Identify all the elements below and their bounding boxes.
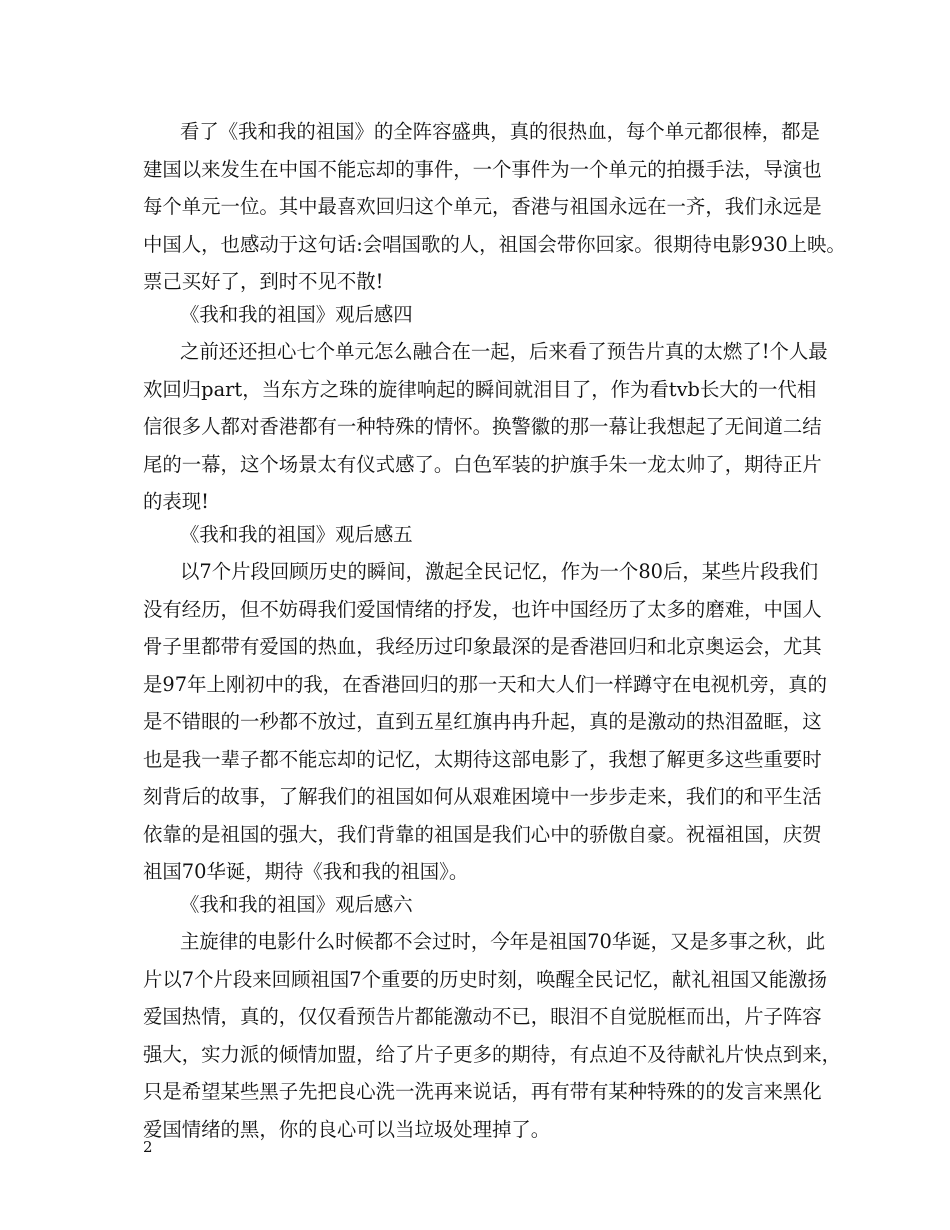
- section-heading-4: 《我和我的祖国》观后感四: [180, 303, 413, 326]
- paragraph-3-line-1: 以7个片段回顾历史的瞬间，激起全民记忆，作为一个80后，某些片段我们: [180, 560, 819, 583]
- section-heading-5: 《我和我的祖国》观后感五: [180, 523, 413, 546]
- paragraph-4-line-2: 片以7个片段来回顾祖国7个重要的历史时刻，唤醒全民记忆，献礼祖国又能激扬: [143, 968, 827, 991]
- paragraph-2-line-2: 欢回归part，当东方之珠的旋律响起的瞬间就泪目了，作为看tvb长大的一代相: [143, 378, 817, 401]
- paragraph-3-line-5: 是不错眼的一秒都不放过，直到五星红旗冉冉升起，真的是激动的热泪盈眶，这: [143, 710, 822, 733]
- paragraph-2-line-3: 信很多人都对香港都有一种特殊的情怀。换警徽的那一幕让我想起了无间道二结: [143, 415, 822, 438]
- paragraph-3-line-3: 骨子里都带有爱国的热血，我经历过印象最深的是香港回归和北京奥运会，尤其: [143, 635, 822, 658]
- paragraph-1-line-2: 建国以来发生在中国不能忘却的事件，一个事件为一个单元的拍摄手法，导演也: [143, 158, 822, 181]
- paragraph-1-line-4: 中国人，也感动于这句话:会唱国歌的人，祖国会带你回家。很期待电影930上映。: [143, 233, 846, 256]
- page-number: 2: [143, 1138, 153, 1156]
- paragraph-1-line-3: 每个单元一位。其中最喜欢回归这个单元，香港与祖国永远在一齐，我们永远是: [143, 195, 822, 218]
- paragraph-2-line-5: 的表现!: [143, 490, 209, 513]
- paragraph-4-line-3: 爱国热情，真的，仅仅看预告片都能激动不已，眼泪不自觉脱框而出，片子阵容: [143, 1005, 822, 1028]
- paragraph-3-line-6: 也是我一辈子都不能忘却的记忆，太期待这部电影了，我想了解更多这些重要时: [143, 748, 822, 771]
- paragraph-4-line-1: 主旋律的电影什么时候都不会过时，今年是祖国70华诞，又是多事之秋，此: [180, 930, 826, 953]
- paragraph-3-line-2: 没有经历，但不妨碍我们爱国情绪的抒发，也许中国经历了太多的磨难，中国人: [143, 598, 822, 621]
- paragraph-4-line-4: 强大，实力派的倾情加盟，给了片子更多的期待，有点迫不及待献礼片快点到来，: [143, 1043, 842, 1066]
- paragraph-1-line-5: 票己买好了，到时不见不散!: [143, 270, 384, 293]
- paragraph-3-line-8: 依靠的是祖国的强大，我们背靠的祖国是我们心中的骄傲自豪。祝福祖国，庆贺: [143, 823, 822, 846]
- paragraph-1-line-1: 看了《我和我的祖国》的全阵容盛典，真的很热血，每个单元都很棒，都是: [180, 120, 820, 143]
- paragraph-4-line-5: 只是希望某些黑子先把良心洗一洗再来说话，再有带有某种特殊的的发言来黑化: [143, 1080, 822, 1103]
- paragraph-4-line-6: 爱国情绪的黑，你的良心可以当垃圾处理掉了。: [143, 1118, 551, 1141]
- paragraph-3-line-4: 是97年上刚初中的我，在香港回归的那一天和大人们一样蹲守在电视机旁，真的: [143, 673, 827, 696]
- paragraph-3-line-9: 祖国70华诞，期待《我和我的祖国》。: [143, 860, 469, 883]
- paragraph-3-line-7: 刻背后的故事，了解我们的祖国如何从艰难困境中一步步走来，我们的和平生活: [143, 785, 822, 808]
- paragraph-2-line-4: 尾的一幕，这个场景太有仪式感了。白色军装的护旗手朱一龙太帅了，期待正片: [143, 453, 822, 476]
- paragraph-2-line-1: 之前还还担心七个单元怎么融合在一起，后来看了预告片真的太燃了!个人最: [180, 340, 828, 363]
- section-heading-6: 《我和我的祖国》观后感六: [180, 893, 413, 916]
